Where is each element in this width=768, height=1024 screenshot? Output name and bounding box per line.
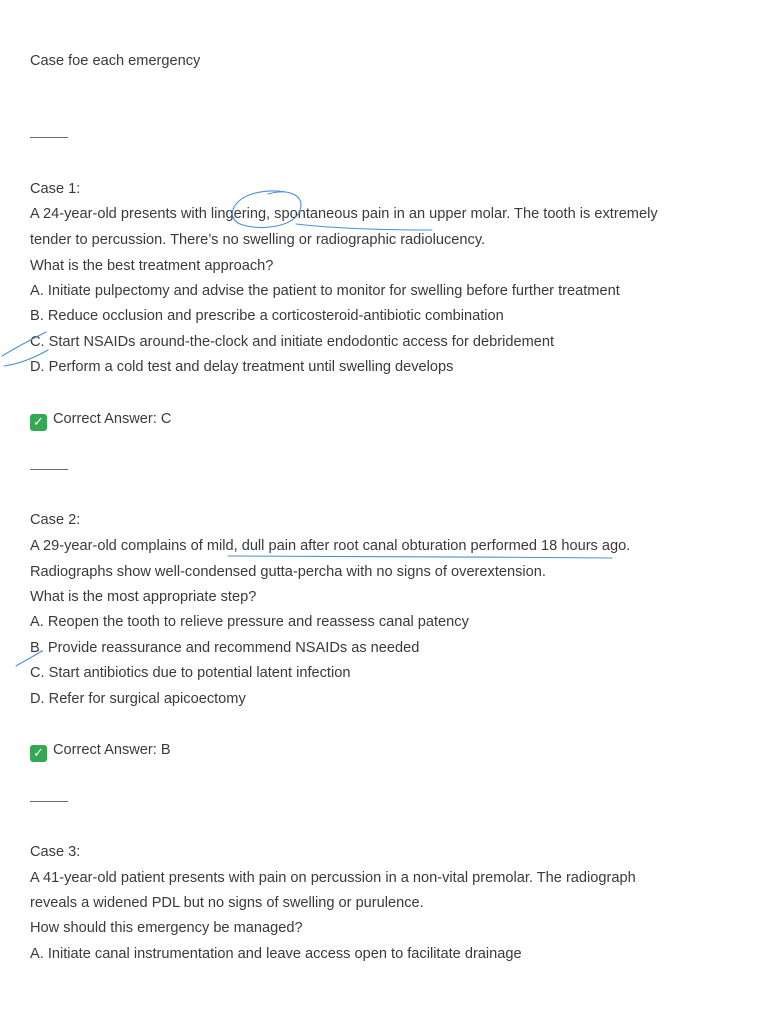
check-mark-icon: ✓	[30, 745, 47, 762]
case-1-label: Case 1:	[30, 181, 81, 197]
case-1-stem-line-1: A 24-year-old presents with lingering, spontaneous pain in an upper molar. The tooth is extremely	[30, 206, 658, 222]
case-2-option-b: B. Provide reassurance and recommend NSAIDs as needed	[30, 640, 420, 656]
document-title: Case foe each emergency	[30, 53, 201, 69]
case-2-answer-text: Correct Answer: B	[53, 742, 171, 758]
case-1-answer-text: Correct Answer: C	[53, 411, 172, 427]
case-3-stem-line-1: A 41-year-old patient presents with pain on percussion in a non-vital premolar. The radiograph	[30, 870, 636, 886]
case-3-stem-line-2: reveals a widened PDL but no signs of swelling or purulence.	[30, 895, 424, 911]
case-3-question: How should this emergency be managed?	[30, 920, 303, 936]
case-1-stem-line-2: tender to percussion. There’s no swelling or radiographic radiolucency.	[30, 232, 486, 248]
case-1-option-b: B. Reduce occlusion and prescribe a corticosteroid-antibiotic combination	[30, 308, 504, 324]
case-2-option-a: A. Reopen the tooth to relieve pressure and reassess canal patency	[30, 614, 469, 630]
case-1-answer	[30, 409, 171, 431]
section-divider	[30, 801, 68, 802]
case-1-option-a: A. Initiate pulpectomy and advise the patient to monitor for swelling before further treatment	[30, 283, 620, 299]
case-2-option-c: C. Start antibiotics due to potential latent infection	[30, 665, 351, 681]
ink-underline-case-2	[228, 556, 612, 558]
case-2-question: What is the most appropriate step?	[30, 589, 257, 605]
case-2-label: Case 2:	[30, 512, 81, 528]
case-2-answer	[30, 740, 171, 762]
case-1-option-c: C. Start NSAIDs around-the-clock and initiate endodontic access for debridement	[30, 334, 555, 350]
case-1-option-d: D. Perform a cold test and delay treatment until swelling develops	[30, 359, 454, 375]
case-2-stem-line-2: Radiographs show well-condensed gutta-percha with no signs of overextension.	[30, 564, 546, 580]
case-2-option-d: D. Refer for surgical apicoectomy	[30, 691, 246, 707]
case-3-option-a: A. Initiate canal instrumentation and leave access open to facilitate drainage	[30, 946, 522, 962]
check-mark-icon: ✓	[30, 414, 47, 431]
case-1-question: What is the best treatment approach?	[30, 258, 274, 274]
section-divider	[30, 137, 68, 138]
case-2-stem-line-1: A 29-year-old complains of mild, dull pain after root canal obturation performed 18 hours ago.	[30, 538, 631, 554]
section-divider	[30, 469, 68, 470]
case-3-label: Case 3:	[30, 844, 81, 860]
